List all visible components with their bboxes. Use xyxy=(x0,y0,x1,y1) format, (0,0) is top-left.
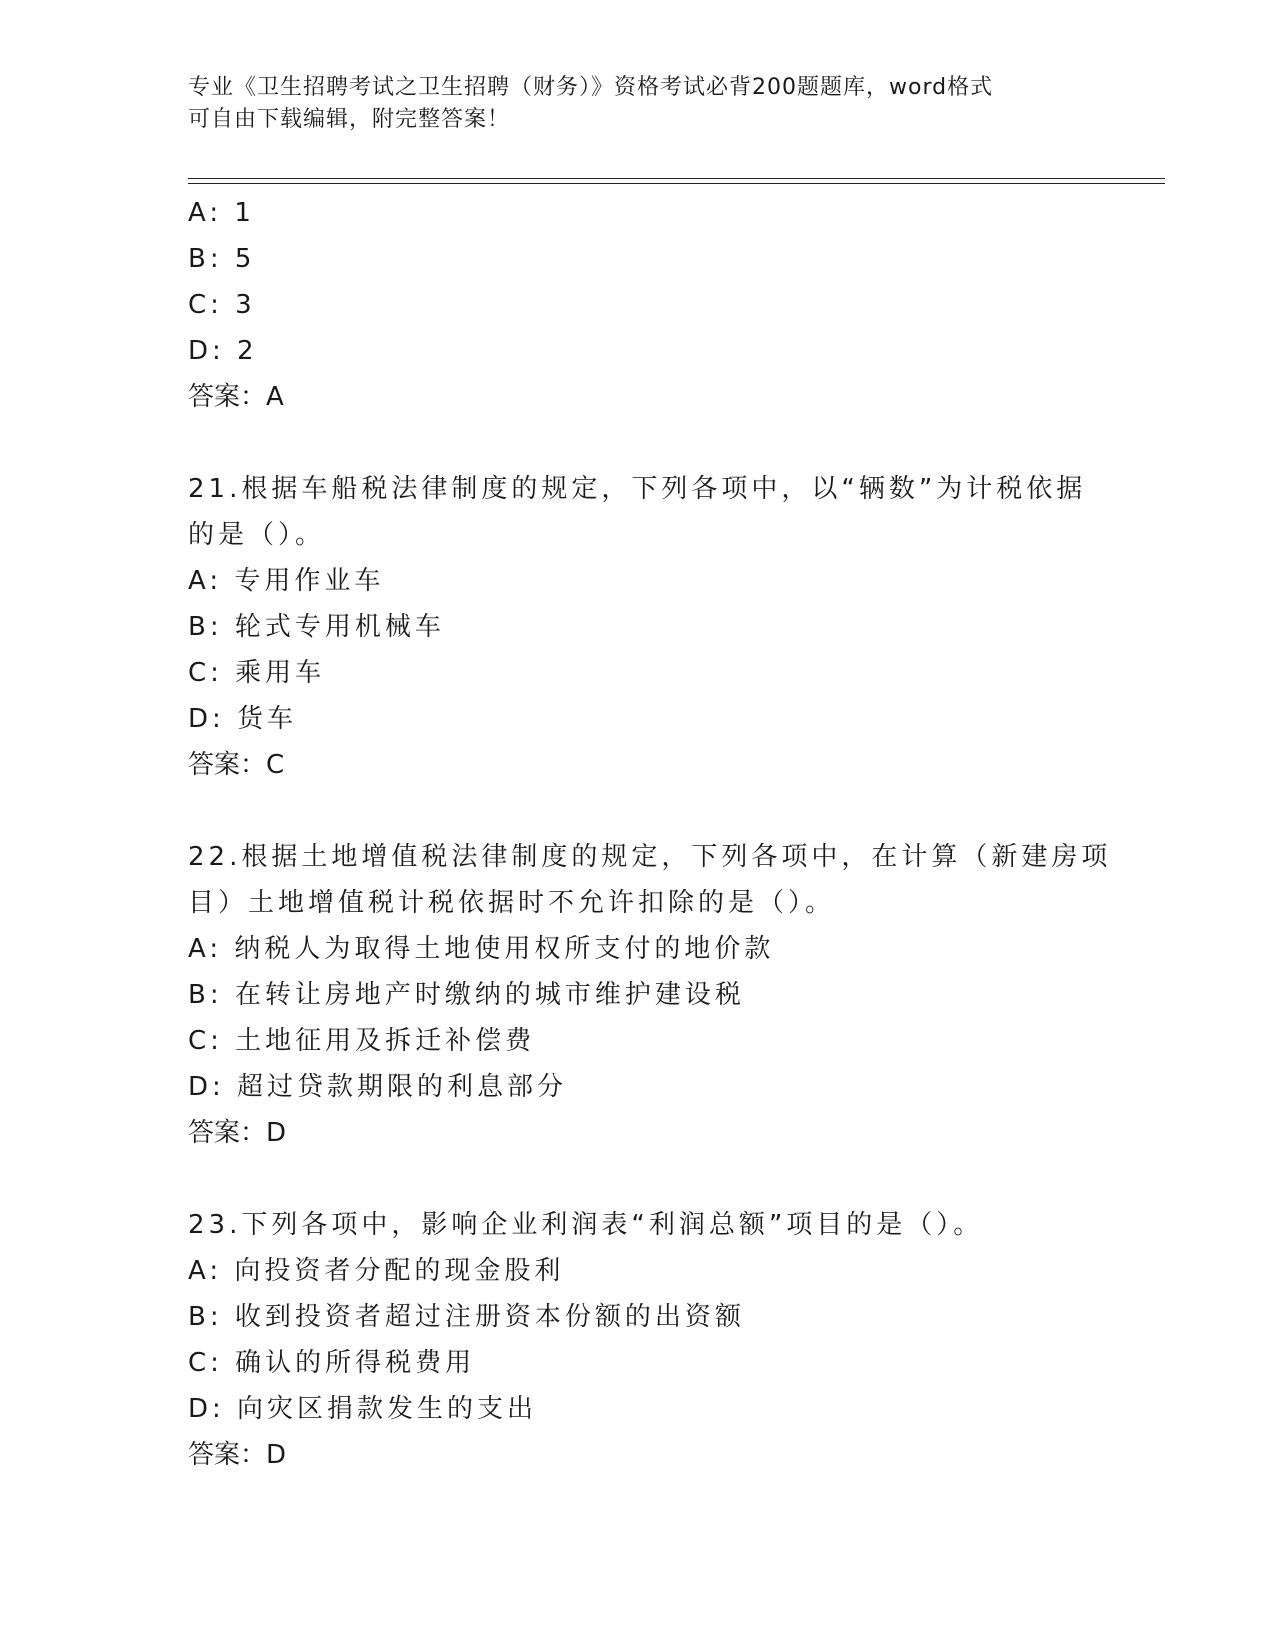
option-d: D: 货车 xyxy=(188,704,298,734)
option-c: C: 确认的所得税费用 xyxy=(188,1348,476,1378)
question-stem-line: 目）土地增值税计税依据时不允许扣除的是（）。 xyxy=(188,888,836,918)
option-b: B: 5 xyxy=(188,244,256,274)
question-list xyxy=(188,190,1112,1478)
question-stem-line: 21.根据车船税法律制度的规定，下列各项中，以“辆数”为计税依据 xyxy=(188,474,1087,504)
question-stem-line: 23.下列各项中，影响企业利润表“利润总额”项目的是（）。 xyxy=(188,1210,984,1240)
question-block-prev xyxy=(188,190,1088,420)
header-divider-bottom xyxy=(188,183,1165,184)
option-c: C: 3 xyxy=(188,290,256,320)
option-a: A: 专用作业车 xyxy=(188,566,385,596)
option-d: D: 向灾区捐款发生的支出 xyxy=(188,1394,538,1424)
answer-line: 答案：D xyxy=(188,1118,287,1148)
option-b: B: 在转让房地产时缴纳的城市维护建设税 xyxy=(188,980,745,1010)
option-c: C: 乘用车 xyxy=(188,658,326,688)
question-block-22 xyxy=(188,834,1112,1156)
question-stem-line: 的是（）。 xyxy=(188,520,326,550)
option-b: B: 轮式专用机械车 xyxy=(188,612,445,642)
header-line-1: 专业《卫生招聘考试之卫生招聘（财务）》资格考试必背200题题库，word格式 xyxy=(188,75,994,100)
answer-line: 答案：D xyxy=(188,1440,287,1470)
option-a: A: 纳税人为取得土地使用权所支付的地价款 xyxy=(188,934,775,964)
spacer xyxy=(188,788,1088,834)
answer-line: 答案：A xyxy=(188,382,284,412)
option-b: B: 收到投资者超过注册资本份额的出资额 xyxy=(188,1302,745,1332)
option-a: A: 1 xyxy=(188,198,255,228)
option-d: D: 超过贷款期限的利息部分 xyxy=(188,1072,568,1102)
option-a: A: 向投资者分配的现金股利 xyxy=(188,1256,565,1286)
header-divider-top xyxy=(188,178,1165,179)
question-stem-line: 22.根据土地增值税法律制度的规定，下列各项中，在计算（新建房项 xyxy=(188,842,1112,872)
header-line-2: 可自由下载编辑，附完整答案！ xyxy=(188,107,511,132)
spacer xyxy=(188,420,1088,466)
option-c: C: 土地征用及拆迁补偿费 xyxy=(188,1026,536,1056)
spacer xyxy=(188,1156,1088,1202)
document-header xyxy=(188,72,1088,136)
question-block-23 xyxy=(188,1202,1088,1478)
answer-line: 答案：C xyxy=(188,750,285,780)
option-d: D: 2 xyxy=(188,336,258,366)
question-block-21 xyxy=(188,466,1088,788)
